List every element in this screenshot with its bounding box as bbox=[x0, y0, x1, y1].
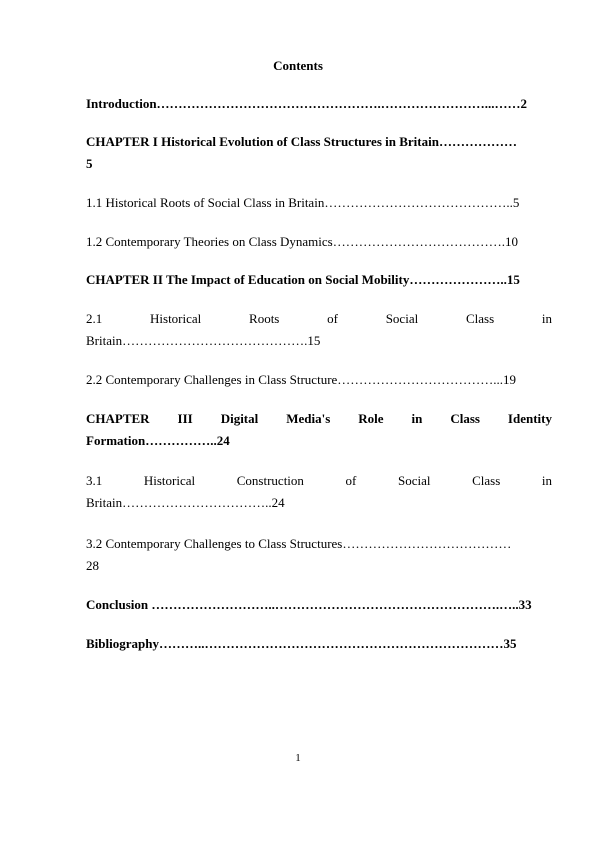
toc-entry-conclusion[interactable]: Conclusion ………………………..…………………………………………….…..33 bbox=[86, 597, 532, 612]
toc-entry-3-2-title: 3.2 Contemporary Challenges to Class Structures………………………………… bbox=[86, 536, 512, 551]
toc-entry-3-2-page: 28 bbox=[86, 558, 99, 573]
page-number: 1 bbox=[295, 752, 301, 764]
toc-entry-bibliography[interactable]: Bibliography………..……………………………………………………………35 bbox=[86, 636, 517, 651]
toc-entry-chapter-3-page: Formation……………..24 bbox=[86, 433, 230, 448]
contents-heading: Contents bbox=[273, 58, 323, 73]
toc-entry-3-2[interactable] bbox=[86, 533, 552, 577]
toc-entry-chapter-1-title: CHAPTER I Historical Evolution of Class Structures in Britain……………… bbox=[86, 134, 517, 149]
toc-entry-2-1[interactable] bbox=[86, 308, 552, 352]
toc-entry-chapter-3[interactable] bbox=[86, 408, 552, 452]
toc-entry-3-1-title: 3.1 Historical Construction of Social Class in bbox=[86, 473, 552, 488]
toc-entry-3-1[interactable] bbox=[86, 470, 552, 514]
toc-entry-chapter-1[interactable] bbox=[86, 131, 552, 175]
toc-entry-3-1-page: Britain……………………………..24 bbox=[86, 495, 285, 510]
toc-entry-introduction[interactable]: Introduction…………………………………………….……………………...……2 bbox=[86, 96, 528, 111]
toc-entry-2-1-title: 2.1 Historical Roots of Social Class in bbox=[86, 311, 552, 326]
toc-entry-chapter-3-title: CHAPTER III Digital Media's Role in Class Identity bbox=[86, 411, 552, 426]
toc-entry-1-1[interactable]: 1.1 Historical Roots of Social Class in Britain……………………………………..5 bbox=[86, 195, 520, 210]
toc-entry-chapter-2[interactable]: CHAPTER II The Impact of Education on Social Mobility…………………..15 bbox=[86, 272, 520, 287]
toc-entry-chapter-1-page: 5 bbox=[86, 156, 93, 171]
toc-entry-2-1-page: Britain…………………………………….15 bbox=[86, 333, 321, 348]
toc-entry-2-2[interactable]: 2.2 Contemporary Challenges in Class Structure………………………………...19 bbox=[86, 372, 517, 387]
toc-entry-1-2[interactable]: 1.2 Contemporary Theories on Class Dynamics………………………………….10 bbox=[86, 234, 518, 249]
